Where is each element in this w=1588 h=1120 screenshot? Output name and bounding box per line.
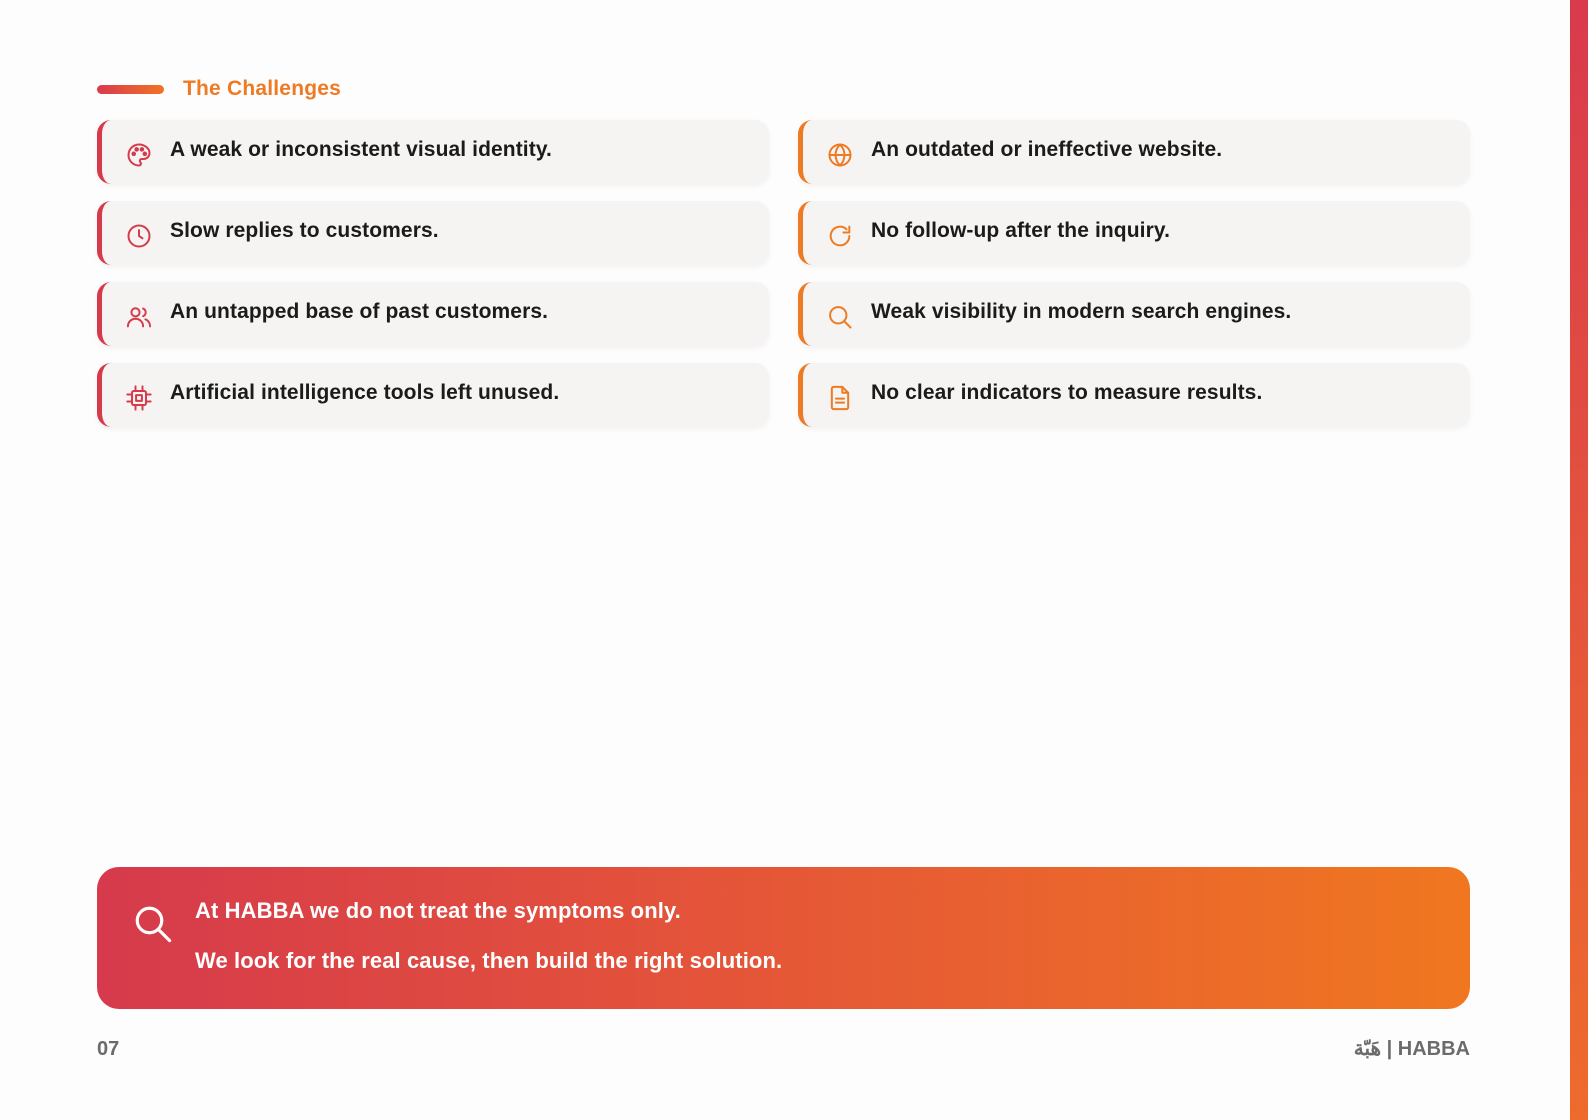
challenge-text: Slow replies to customers.	[170, 219, 439, 242]
section-title: The Challenges	[183, 77, 342, 100]
section-header	[97, 74, 341, 104]
challenge-text: Artificial intelligence tools left unused.	[170, 381, 560, 404]
challenge-card	[97, 363, 769, 427]
globe-icon	[826, 141, 854, 169]
page-number: 07	[97, 1038, 120, 1060]
document-icon	[826, 384, 854, 412]
challenge-text: A weak or inconsistent visual identity.	[170, 138, 552, 161]
challenge-card	[798, 282, 1470, 346]
challenge-text: No clear indicators to measure results.	[871, 381, 1263, 404]
clock-icon	[125, 222, 153, 250]
chip-icon	[125, 384, 153, 412]
challenge-text: Weak visibility in modern search engines.	[871, 300, 1292, 323]
brand-mark: هَبّة | HABBA	[1353, 1038, 1470, 1060]
search-icon	[132, 903, 174, 945]
header-accent-bar	[97, 85, 164, 94]
refresh-icon	[826, 222, 854, 250]
palette-icon	[125, 141, 153, 169]
challenge-text: No follow-up after the inquiry.	[871, 219, 1171, 242]
right-edge-strip	[1570, 0, 1588, 1120]
challenges-grid	[97, 120, 1470, 427]
users-icon	[125, 303, 153, 331]
challenge-card	[97, 201, 769, 265]
banner-line-1: At HABBA we do not treat the symptoms only.	[195, 898, 681, 923]
summary-banner	[97, 867, 1470, 1009]
challenge-card	[798, 120, 1470, 184]
banner-line-2: We look for the real cause, then build the right solution.	[195, 948, 783, 973]
challenge-card	[97, 282, 769, 346]
challenge-card	[97, 120, 769, 184]
challenge-text: An outdated or ineffective website.	[871, 138, 1223, 161]
challenge-card	[798, 363, 1470, 427]
search-icon	[826, 303, 854, 331]
challenge-card	[798, 201, 1470, 265]
challenge-text: An untapped base of past customers.	[170, 300, 549, 323]
